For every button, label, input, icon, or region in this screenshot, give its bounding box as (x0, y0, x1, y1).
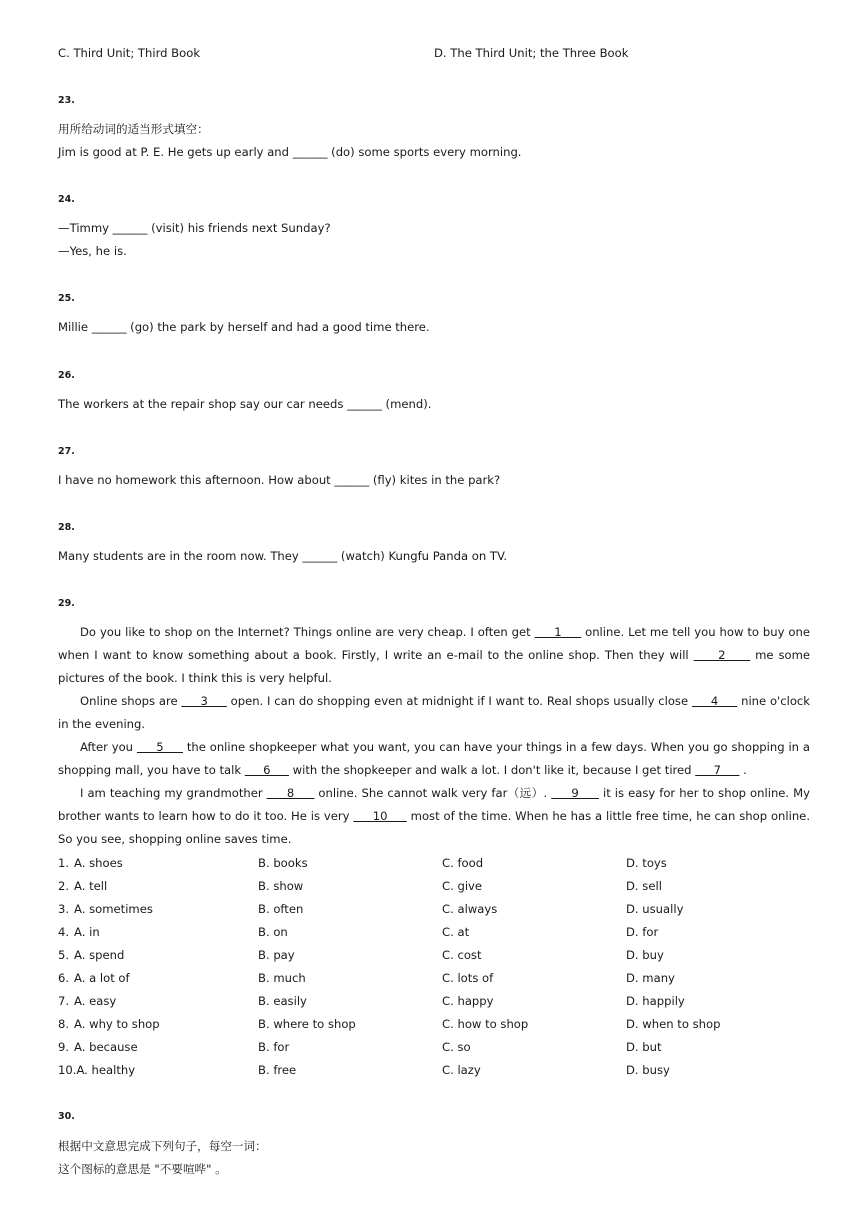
blank-8: 8 (266, 786, 315, 800)
option-row-9-d: D. but (626, 1040, 662, 1054)
option-row-9-b: B. for (258, 1040, 290, 1054)
q27-text: I have no homework this afternoon. How about ______ (fly) kites in the park? (58, 473, 501, 487)
option-row-8-d: D. when to shop (626, 1017, 721, 1031)
option-row-8-b: B. where to shop (258, 1017, 356, 1031)
question-number-23: 23. (58, 95, 75, 106)
option-row-5-c: C. cost (442, 948, 482, 962)
option-row-10-c: C. lazy (442, 1063, 481, 1077)
blank-6: 6 (244, 763, 289, 777)
option-row-6-b: B. much (258, 971, 306, 985)
option-row-1-a: 1. A. shoes (58, 856, 123, 870)
q22-option-c: C. Third Unit; Third Book (58, 46, 201, 60)
option-row-4-d: D. for (626, 925, 659, 939)
option-row-1-c: C. food (442, 856, 484, 870)
blank-2: 2 (693, 648, 751, 662)
option-row-10-d: D. busy (626, 1063, 670, 1077)
q29-passage (58, 621, 810, 851)
question-number-29: 29. (58, 598, 75, 609)
q22-option-d: D. The Third Unit; the Three Book (434, 46, 629, 60)
option-row-10-a: 10.A. healthy (58, 1063, 136, 1077)
option-row-4-c: C. at (442, 925, 470, 939)
q29-paragraph-2: Online shops are 3 open. I can do shopping even at midnight if I want to. Real shops usually close 4 nine o'clock in the evening. (58, 694, 811, 731)
blank-1: 1 (534, 625, 582, 639)
blank-7: 7 (695, 763, 740, 777)
option-row-3-b: B. often (258, 902, 304, 916)
blank-10: 10 (353, 809, 407, 823)
q26-text: The workers at the repair shop say our car needs ______ (mend). (58, 397, 432, 411)
q23-text: Jim is good at P. E. He gets up early and ______ (do) some sports every morning. (58, 145, 522, 159)
question-number-30: 30. (58, 1111, 75, 1122)
option-row-9-c: C. so (442, 1040, 471, 1054)
option-row-2-c: C. give (442, 879, 483, 893)
option-row-5-b: B. pay (258, 948, 295, 962)
q29-paragraph-4: I am teaching my grandmother 8 online. She cannot walk very far（远）. 9 it is easy for her to shop online. My brother wants to learn how to do it too. He is very 10 most of the time. When he has a little free time, he can shop online. So you see, shopping online saves time. (58, 786, 811, 846)
option-row-1-b: B. books (258, 856, 308, 870)
option-row-2-d: D. sell (626, 879, 662, 893)
option-row-2-a: 2. A. tell (58, 879, 108, 893)
blank-4: 4 (691, 694, 738, 708)
q29-paragraph-3: After you 5 the online shopkeeper what you want, you can have your things in a few days. When you go shopping in a shopping mall, you have to talk 6 with the shopkeeper and walk a lot. I don't like it, because I get tired 7 . (58, 740, 811, 777)
option-row-6-c: C. lots of (442, 971, 494, 985)
question-number-25: 25. (58, 293, 75, 304)
blank-5: 5 (136, 740, 183, 754)
q30-text: 这个图标的意思是 "不要喧哗" 。 (58, 1162, 227, 1176)
question-number-26: 26. (58, 370, 75, 381)
option-row-2-b: B. show (258, 879, 304, 893)
option-row-6-a: 6. A. a lot of (58, 971, 130, 985)
q25-text: Millie ______ (go) the park by herself and had a good time there. (58, 320, 430, 334)
option-row-3-a: 3. A. sometimes (58, 902, 153, 916)
option-row-4-b: B. on (258, 925, 288, 939)
option-row-7-b: B. easily (258, 994, 307, 1008)
option-row-10-b: B. free (258, 1063, 297, 1077)
q23-instruction: 用所给动词的适当形式填空： (58, 122, 209, 136)
q24-line1: —Timmy ______ (visit) his friends next Sunday? (58, 221, 331, 235)
q28-text: Many students are in the room now. They ______ (watch) Kungfu Panda on TV. (58, 549, 508, 563)
option-row-5-d: D. buy (626, 948, 664, 962)
question-number-27: 27. (58, 446, 75, 457)
question-number-28: 28. (58, 522, 75, 533)
option-row-9-a: 9. A. because (58, 1040, 138, 1054)
blank-3: 3 (181, 694, 227, 708)
option-row-7-a: 7. A. easy (58, 994, 117, 1008)
q24-line2: —Yes, he is. (58, 244, 127, 258)
option-row-8-a: 8. A. why to shop (58, 1017, 160, 1031)
option-row-8-c: C. how to shop (442, 1017, 529, 1031)
option-row-7-d: D. happily (626, 994, 685, 1008)
option-row-6-d: D. many (626, 971, 675, 985)
q29-paragraph-1: Do you like to shop on the Internet? Things online are very cheap. I often get 1 online. Let me tell you how to buy one when I want to know something about a book. Firstly, I write an e-mail to the online shop. Then they will 2 me some pictures of the book. I think this is very helpful. (58, 625, 811, 685)
q30-instruction: 根据中文意思完成下列句子，每空一词： (58, 1139, 267, 1153)
option-row-3-d: D. usually (626, 902, 684, 916)
question-number-24: 24. (58, 194, 75, 205)
option-row-5-a: 5. A. spend (58, 948, 125, 962)
option-row-1-d: D. toys (626, 856, 667, 870)
option-row-3-c: C. always (442, 902, 498, 916)
blank-9: 9 (551, 786, 599, 800)
option-row-7-c: C. happy (442, 994, 494, 1008)
option-row-4-a: 4. A. in (58, 925, 100, 939)
